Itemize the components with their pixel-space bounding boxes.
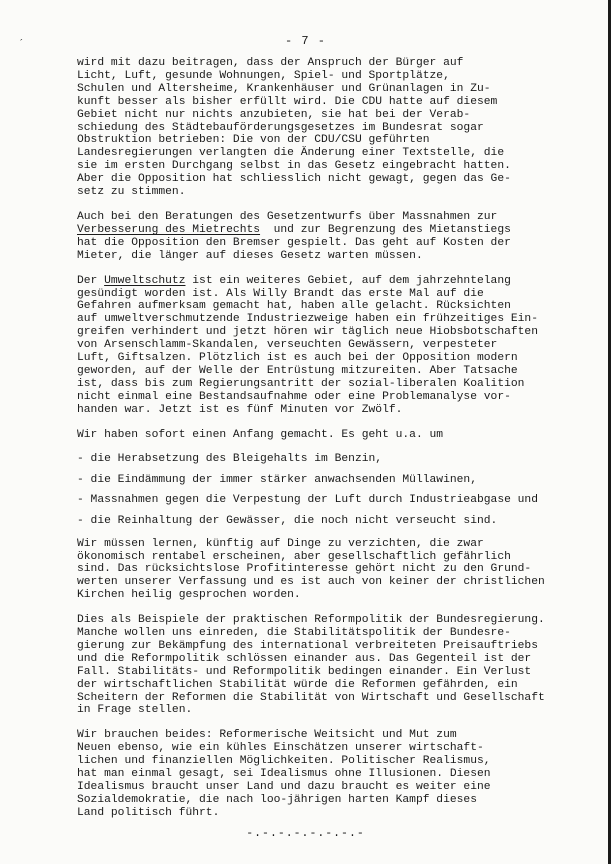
paragraph-1: wird mit dazu beitragen, dass der Anspruch der Bürger auf Licht, Luft, gesunde Wohnungen, Spiel- und Sportplätze, Schulen und Altersheime, Krankenhäuser und Grünanlagen in Zu- kunft besser als bisher erfüllt wird. Die CDU hatte auf diesem Gebiet nicht nur nichts anzubieten, sie hat bei der Verab- schiedung des Städtebauförderungsgesetzes im Bundesrat sogar Obstruktion betrieben: Die von der CDU/CSU geführten Landesregierungen verlangten die Änderung einer Textstelle, die sie im ersten Durchgang selbst in das Gesetz eingebracht hatten. Aber die Opposition hat schliesslich nicht gewagt, gegen das Ge- setz zu stimmen. <box>77 57 511 199</box>
page-number: - 7 - <box>284 34 326 48</box>
underlined-term: Umweltschutz <box>104 274 186 287</box>
paragraph-4: Wir haben sofort einen Anfang gemacht. Es geht u.a. um <box>77 428 444 441</box>
paragraph-6: Dies als Beispiele der praktischen Reformpolitik der Bundesregierung. Manche wollen uns einreden, die Stabilitätspolitik der Bundesre- gierung zur Bekämpfung des international verbreiteten Preisauftriebs und die Reformpolitik schlössen einander aus. Das Gegenteil ist der Fall. Stabilitäts- und Reformpolitik bedingen einander. Ein Verlust der wirtschaftlichen Stabilität würde die Reformen gefährden, ein Scheitern der Reformen die Stabilität von Wirtschaft und Gesellschaft in Frage stellen. <box>77 614 545 717</box>
list-item: - die Reinhaltung der Gewässer, die noch nicht verseucht sind. <box>77 514 498 527</box>
paragraph-2: Auch bei den Beratungen des Gesetzentwurfs über Massnahmen zur Verbesserung des Mietrechts und zur Begrenzung des Mietanstiegs hat die Opposition den Bremser gespielt. Das geht auf Kosten der Mieter, die länger auf dieses Gesetz warten müssen. <box>77 210 511 262</box>
closing-separator: -.-.-.-.-.-.-.- <box>246 827 365 840</box>
underlined-line-umweltschutz: Der Umweltschutz ist ein weiteres Gebiet, auf dem jahrzehntelang <box>77 274 511 287</box>
bullet-list <box>77 453 577 527</box>
paragraph-7: Wir brauchen beides: Reformerische Weitsicht und Mut zum Neuen ebenso, wie ein kühles Einschätzen unserer wirtschaft- lichen und finanziellen Möglichkeiten. Politischer Realismus, hat man einmal gesagt, sei Idealismus ohne Illusionen. Diesen Idealismus braucht unser Land und dazu braucht es weiter eine Sozialdemokratie, die nach loo-jährigen harten Kampf dieses Land politisch führt. <box>77 729 491 819</box>
underlined-line-mietrecht: Verbesserung des Mietrechts und zur Begrenzung des Mietanstiegs <box>77 223 511 236</box>
list-item: - die Eindämmung der immer stärker anwachsenden Müllawinen, <box>77 473 477 486</box>
paragraph-3: Der Umweltschutz ist ein weiteres Gebiet, auf dem jahrzehntelang gesündigt worden ist. Als Willy Brandt das erste Mal auf die Gefahren aufmerksam gemacht hat, haben alle gelacht. Rücksichten auf umweltverschmutzende Industriezweige haben ein frühzeitiges Ein- greifen verhindert und jetzt hören wir täglich neue Hiobsbotschaften von Arsenschlamm-Skandalen, verseuchten Gewässern, verpesteter Luft, Giftsalzen. Plötzlich ist es auch bei der Opposition modern geworden, auf der Welle der Entrüstung mitzureiten. Aber Tatsache ist, dass bis zum Regierungsantritt der sozial-liberalen Koalition nicht einmal eine Bestandsaufnahme oder eine Problemanalyse vor- handen war. Jetzt ist es fünf Minuten vor Zwölf. <box>77 274 538 416</box>
list-item: - Massnahmen gegen die Verpestung der Luft durch Industrieabgase und <box>77 494 538 507</box>
corner-mark: ´ <box>20 38 23 48</box>
paragraph-5: Wir müssen lernen, künftig auf Dinge zu verzichten, die zwar ökonomisch rentabel erscheinen, aber gesellschaftlich gefährlich sind. Das rücksichtslose Profitinteresse gehört nicht zu den Grund- werten unserer Verfassung und es ist auch von keiner der christlichen Kirchen heilig gesprochen worden. <box>77 537 545 602</box>
list-item: - die Herabsetzung des Bleigehalts im Benzin, <box>77 453 383 466</box>
document-body <box>77 57 577 832</box>
underlined-term: Verbesserung des Mietrechts <box>77 223 261 236</box>
